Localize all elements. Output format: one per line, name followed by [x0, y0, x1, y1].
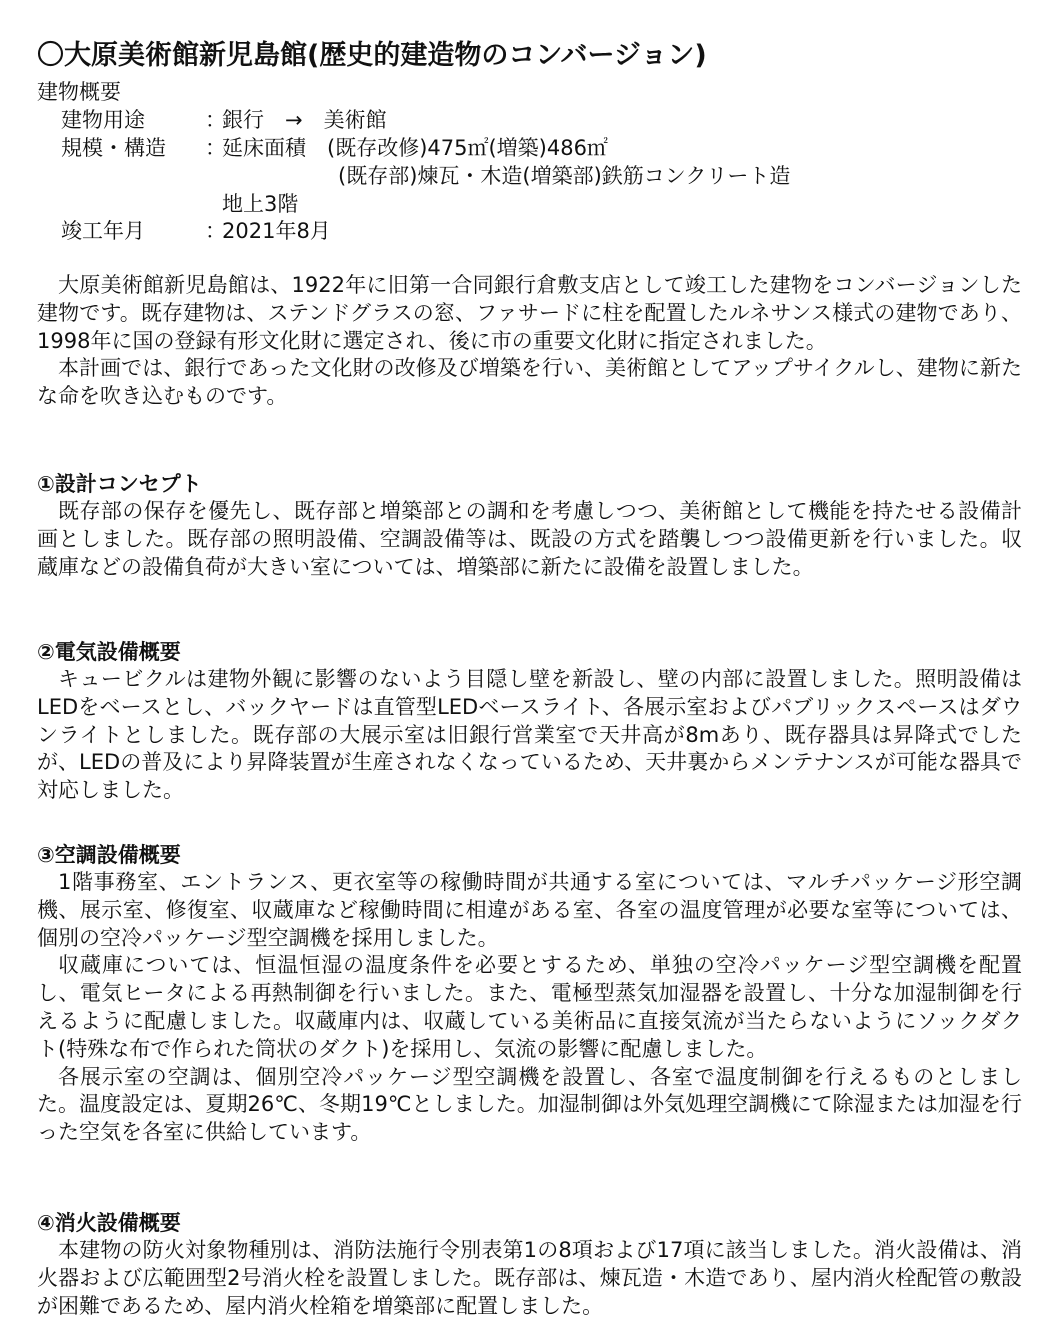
overview-sep-scale: ： [205, 136, 226, 160]
overview-value-use: 銀行 → 美術館 [222, 108, 387, 132]
overview-value-scale: 延床面積 (既存改修)475㎡(増築)486㎡ [222, 136, 608, 160]
overview-label-scale: 規模・構造 [61, 136, 166, 160]
section-paragraph: 収蔵庫については、恒温恒湿の温度条件を必要とするため、単独の空冷パッケージ型空調機を配置し、電気ヒータによる再熱制御を行いました。また、電極型蒸気加湿器を設置し、十分な加湿制御を行えるように配慮しました。収蔵庫内は、収蔵している美術品に直接気流が当たらないようにソックダクト(特殊な布で作られた筒状のダクト)を採用し、気流の影響に配慮しました。 [37, 953, 1022, 1061]
overview-sep-use: ： [205, 108, 226, 132]
page-title: 〇大原美術館新児島館(歴史的建造物のコンバージョン) [37, 40, 707, 71]
overview-heading: 建物概要 [37, 80, 121, 104]
intro-paragraph: 本計画では、銀行であった文化財の改修及び増築を行い、美術館としてアップサイクルし、建物に新たな命を吹き込むものです。 [37, 356, 1022, 409]
overview-value-structure: (既存部)煉瓦・木造(増築部)鉄筋コンクリート造 [338, 164, 791, 188]
section-paragraph: 1階事務室、エントランス、更衣室等の稼働時間が共通する室については、マルチパッケージ形空調機、展示室、修復室、収蔵庫など稼働時間に相違がある室、各室の温度管理が必要な室等については、個別の空冷パッケージ型空調機を採用しました。 [37, 870, 1022, 950]
section-paragraph: 既存部の保存を優先し、既存部と増築部との調和を考慮しつつ、美術館として機能を持たせる設備計画としました。既存部の照明設備、空調設備等は、既設の方式を踏襲しつつ設備更新を行いました。収蔵庫などの設備負荷が大きい室については、増築部に新たに設備を設置しました。 [37, 499, 1022, 579]
section-paragraph: キュービクルは建物外観に影響のないよう目隠し壁を新設し、壁の内部に設置しました。照明設備はLEDをベースとし、バックヤードは直管型LEDベースライト、各展示室およびパブリックスペースはダウンライトとしました。既存部の大展示室は旧銀行営業室で天井高が8mあり、既存器具は昇降式でしたが、LEDの普及により昇降装置が生産されなくなっているため、天井裏からメンテナンスが可能な器具で対応しました。 [37, 667, 1022, 803]
section-body-hvac [37, 869, 1022, 1147]
section-paragraph: 各展示室の空調は、個別空冷パッケージ型空調機を設置し、各室で温度制御を行えるものとしました。温度設定は、夏期26℃、冬期19℃としました。加湿制御は外気処理空調機にて除湿または加湿を行った空気を各室に供給しています。 [37, 1064, 1022, 1145]
section-body-concept [37, 498, 1022, 581]
section-heading-hvac: ③空調設備概要 [37, 843, 181, 867]
section-heading-fire: ④消火設備概要 [37, 1211, 181, 1235]
overview-label-completion: 竣工年月 [61, 219, 145, 243]
overview-value-completion: 2021年8月 [222, 219, 331, 243]
section-paragraph: 本建物の防火対象物種別は、消防法施行令別表第1の8項および17項に該当しました。消火設備は、消火器および広範囲型2号消火栓を設置しました。既存部は、煉瓦造・木造であり、屋内消火栓配管の敷設が困難であるため、屋内消火栓箱を増築部に配置しました。 [37, 1238, 1022, 1318]
intro-text [37, 272, 1022, 411]
section-heading-electrical: ②電気設備概要 [37, 640, 181, 664]
overview-value-floors: 地上3階 [222, 192, 299, 216]
overview-label-use: 建物用途 [61, 108, 145, 132]
section-body-fire [37, 1237, 1022, 1320]
overview-sep-completion: ： [205, 219, 226, 243]
intro-paragraph: 大原美術館新児島館は、1922年に旧第一合同銀行倉敷支店として竣工した建物をコンバージョンした建物です。既存建物は、ステンドグラスの窓、ファサードに柱を配置したルネサンス様式の建物であり、1998年に国の登録有形文化財に選定され、後に市の重要文化財に指定されました。 [37, 273, 1022, 353]
section-body-electrical [37, 666, 1022, 805]
section-heading-concept: ①設計コンセプト [37, 472, 202, 496]
